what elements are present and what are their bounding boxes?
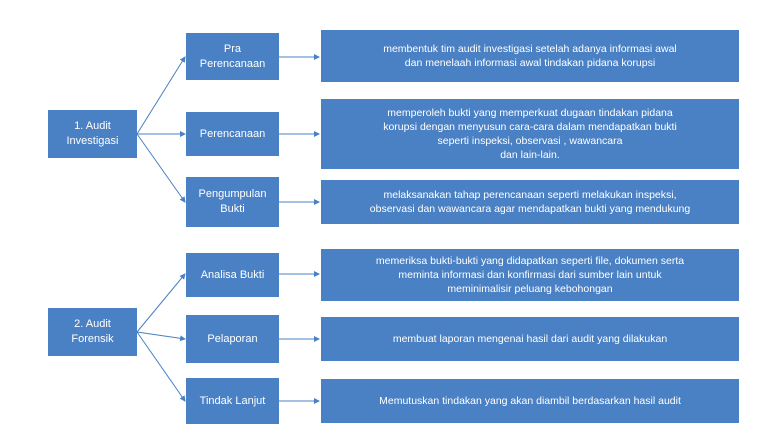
desc-pelaporan: membuat laporan mengenai hasil dari audit yang dilakukan <box>321 317 739 361</box>
audit-forensik-node: 2. Audit Forensik <box>48 308 137 356</box>
connector-investigasi-to-pengumpulan-bukti <box>137 134 185 202</box>
desc-pra-perencanaan: membentuk tim audit investigasi setelah adanya informasi awal dan menelaah informasi awal tindakan pidana korupsi <box>321 30 739 82</box>
step-pra-perencanaan: Pra Perencanaan <box>186 33 279 80</box>
step-tindak-lanjut: Tindak Lanjut <box>186 378 279 424</box>
step-pelaporan: Pelaporan <box>186 315 279 363</box>
connector-forensik-to-analisa-bukti <box>137 274 185 332</box>
step-analisa-bukti: Analisa Bukti <box>186 253 279 297</box>
step-perencanaan: Perencanaan <box>186 112 279 156</box>
audit-investigasi-node: 1. Audit Investigasi <box>48 110 137 158</box>
desc-pengumpulan-bukti: melaksanakan tahap perencanaan seperti melakukan inspeksi, observasi dan wawancara agar mendapatkan bukti yang mendukung <box>321 180 739 224</box>
desc-tindak-lanjut: Memutuskan tindakan yang akan diambil berdasarkan hasil audit <box>321 379 739 423</box>
connector-investigasi-to-pra-perencanaan <box>137 57 185 134</box>
desc-analisa-bukti: memeriksa bukti-bukti yang didapatkan seperti file, dokumen serta meminta informasi dan konfirmasi dari sumber lain untuk meminimalisir peluang kebohongan <box>321 249 739 301</box>
connector-forensik-to-pelaporan <box>137 332 185 339</box>
step-pengumpulan-bukti: Pengumpulan Bukti <box>186 177 279 227</box>
connector-forensik-to-tindak-lanjut <box>137 332 185 401</box>
desc-perencanaan: memperoleh bukti yang memperkuat dugaan tindakan pidana korupsi dengan menyusun cara-cara dalam mendapatkan bukti seperti inspeksi, observasi , wawancara dan lain-lain. <box>321 99 739 169</box>
